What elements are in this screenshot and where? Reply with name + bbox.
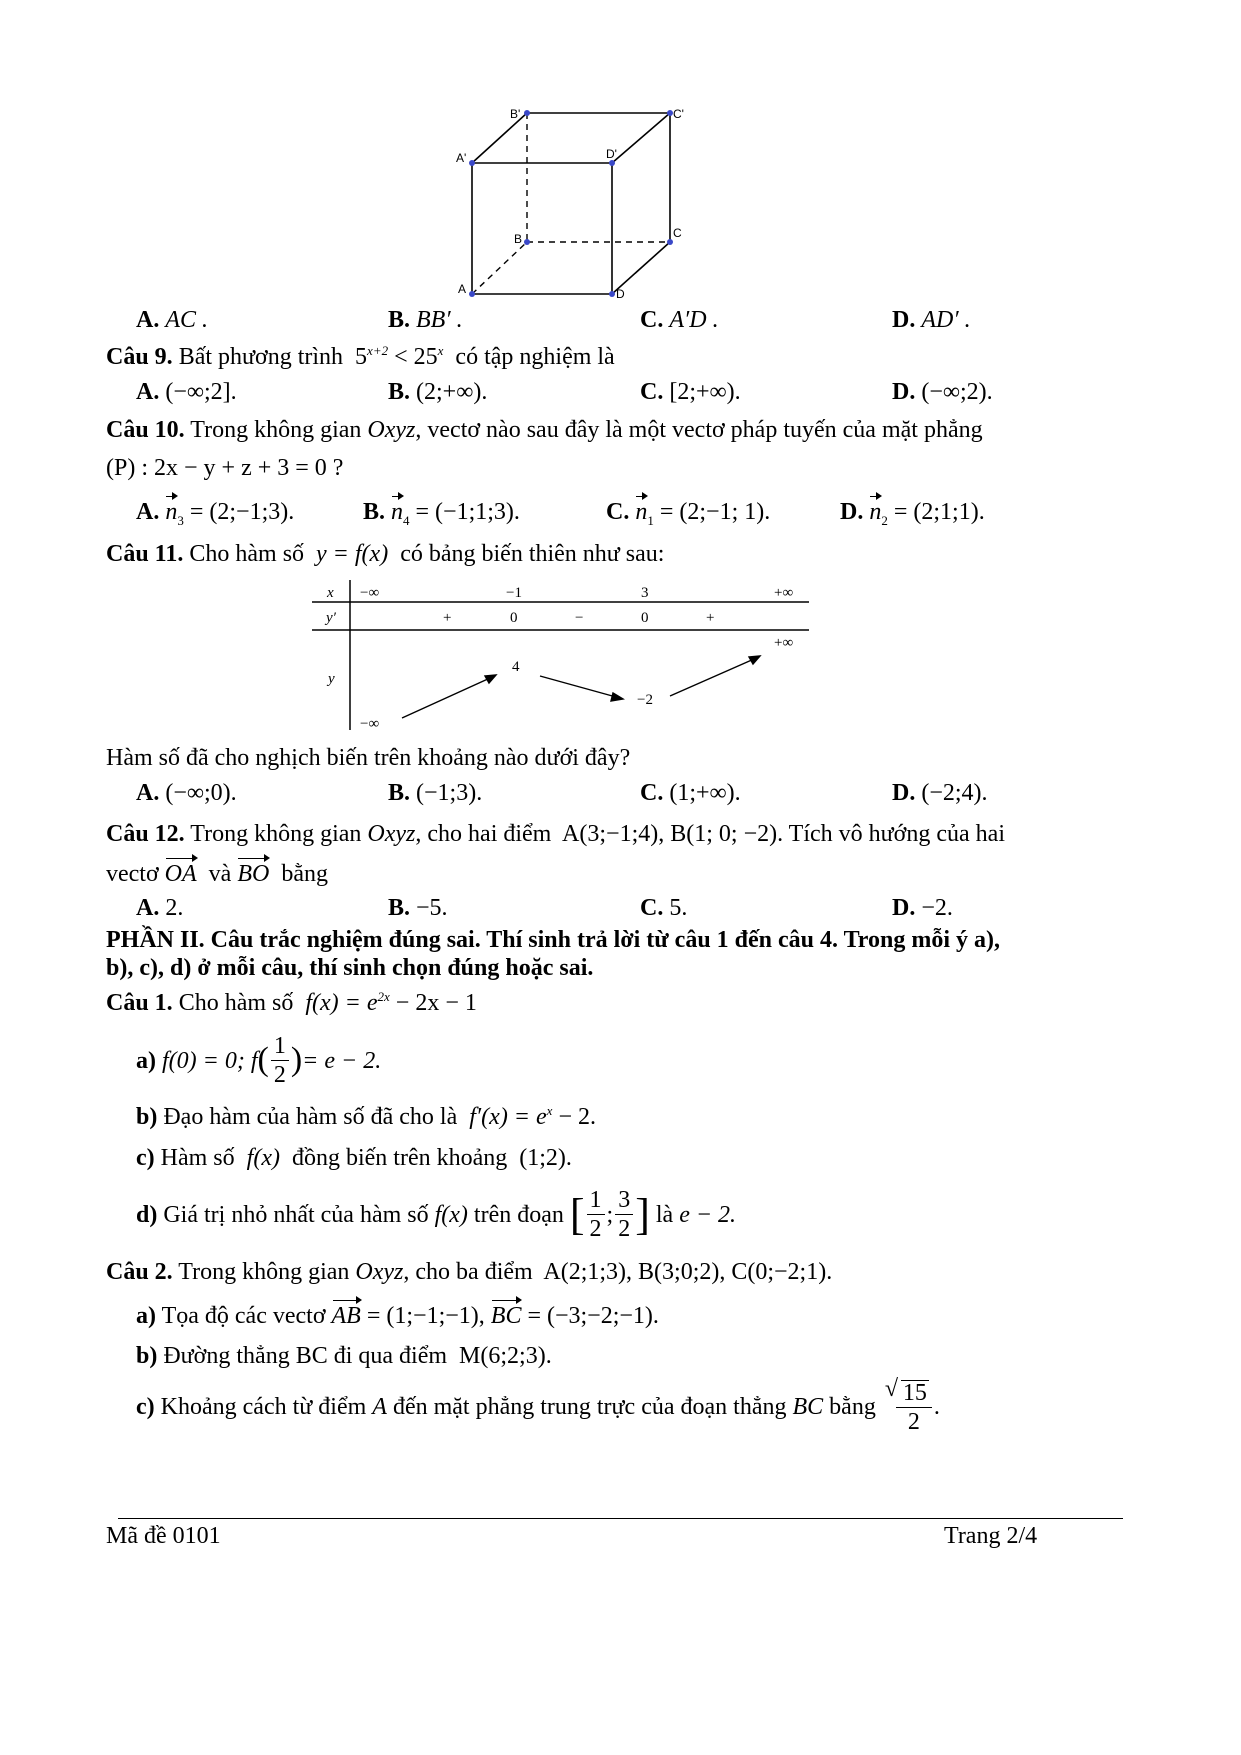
footer-page-number: Trang 2/4 <box>944 1523 1038 1549</box>
p2q1-a: a) f(0) = 0; f ( $\frac{1}{2}$ ) = e − 2. <box>136 1033 382 1088</box>
q9-option-a: A. (−∞;2]. <box>136 379 237 405</box>
q12-option-d: D. −2. <box>892 895 953 921</box>
footer-divider <box>118 1518 1123 1519</box>
q11-option-b: B. (−1;3). <box>388 780 483 806</box>
vt-yp-label: y′ <box>326 610 336 626</box>
q8-option-b: B. BB′ . <box>388 307 463 333</box>
q10-option-b: B. $n_4$ = (−1;1;3). <box>363 499 520 528</box>
p2q2-c: c) Khoảng cách từ điểm A đến mặt phẳng trung trực của đoạn thẳng BC bằng √ $\frac{15}{2}$ . <box>136 1380 940 1434</box>
q12-option-c: C. 5. <box>640 895 688 921</box>
vt-x-0: −∞ <box>360 585 380 601</box>
q10-stem-line1: Câu 10. Trong không gian Oxyz, vectơ nào sau đây là một vectơ pháp tuyến của mặt phẳng <box>106 417 983 443</box>
vt-y-3: −∞ <box>360 716 380 732</box>
vt-yp-2: − <box>575 610 584 626</box>
vt-y-1: 4 <box>512 659 520 675</box>
footer-exam-code: Mã đề 0101 <box>106 1523 221 1549</box>
cube-label-D: D <box>616 287 625 301</box>
vt-x-2: 3 <box>641 585 649 601</box>
q11-stem: Câu 11. Cho hàm số y = f(x) có bảng biến thiên như sau: <box>106 541 665 567</box>
q12-stem-line2: vectơ OA và BO bằng <box>106 861 328 887</box>
q9-option-c: C. [2;+∞). <box>640 379 741 405</box>
q10-option-c: C. $n_1$ = (2;−1; 1). <box>606 499 771 528</box>
vt-yp-3: 0 <box>641 610 649 626</box>
p2q1-d: d) Giá trị nhỏ nhất của hàm số f(x) trên đoạn [ $\frac{1}{2}$ ; $\frac{3}{2}$ ] là e − 2. <box>136 1187 737 1242</box>
vt-x-label: x <box>327 585 334 601</box>
cube-label-Ap: A' <box>456 151 467 165</box>
vt-y-label: y <box>328 671 335 687</box>
q10-option-d: D. $n_2$ = (2;1;1). <box>840 499 985 528</box>
q8-option-d: D. AD′ . <box>892 307 971 333</box>
cube-label-Cp: C' <box>673 107 684 121</box>
part2-heading-line1: PHẦN II. Câu trắc nghiệm đúng sai. Thí sinh trả lời từ câu 1 đến câu 4. Trong mỗi ý a), <box>106 927 1001 953</box>
q9-stem: Câu 9. Bất phương trình $5^{x+2} < 25^x$ có tập nghiệm là <box>106 343 615 370</box>
cube-label-A: A <box>458 282 467 296</box>
q11-option-d: D. (−2;4). <box>892 780 988 806</box>
p2q2-b: b) Đường thẳng BC đi qua điểm M(6;2;3). <box>136 1343 552 1369</box>
vt-yp-4: + <box>706 610 715 626</box>
q10-stem-line2: (P) : 2x − y + z + 3 = 0 ? <box>106 455 344 481</box>
vt-yp-1: 0 <box>510 610 518 626</box>
p2q1-b: b) Đạo hàm của hàm số đã cho là $f'(x) = e^x - 2$. <box>136 1103 596 1130</box>
vt-y-2: −2 <box>637 692 653 708</box>
cube-label-C: C <box>673 226 682 240</box>
part2-heading-line2: b), c), d) ở mỗi câu, thí sinh chọn đúng hoặc sai. <box>106 955 594 981</box>
q11-option-c: C. (1;+∞). <box>640 780 741 806</box>
q9-option-d: D. (−∞;2). <box>892 379 993 405</box>
variation-table <box>312 580 812 732</box>
vt-x-1: −1 <box>506 585 522 601</box>
cube-label-Bp: B' <box>510 107 521 121</box>
q9-option-b: B. (2;+∞). <box>388 379 488 405</box>
vt-yp-0: + <box>443 610 452 626</box>
q8-option-a: A. AC . <box>136 307 209 333</box>
vt-y-0: +∞ <box>774 635 794 651</box>
cube-label-B: B <box>514 232 523 246</box>
cube-label-Dp: D' <box>606 147 617 161</box>
vt-x-3: +∞ <box>774 585 794 601</box>
p2q1-stem: Câu 1. Cho hàm số $f(x) = e^{2x} - 2x - 1$ <box>106 989 477 1016</box>
p2q1-c: c) Hàm số f(x) đồng biến trên khoảng (1;2). <box>136 1145 572 1171</box>
q12-option-a: A. 2. <box>136 895 184 921</box>
q8-option-c: C. A′D . <box>640 307 719 333</box>
p2q2-a: a) Tọa độ các vectơ AB = (1;−1;−1), BC = (−3;−2;−1). <box>136 1303 659 1329</box>
q12-stem-line1: Câu 12. Trong không gian Oxyz, cho hai điểm A(3;−1;4), B(1; 0; −2). Tích vô hướng của hai <box>106 821 1005 847</box>
q10-option-a: A. $n_3$ = (2;−1;3). <box>136 499 295 528</box>
q11-question: Hàm số đã cho nghịch biến trên khoảng nào dưới đây? <box>106 745 631 771</box>
q12-option-b: B. −5. <box>388 895 448 921</box>
p2q2-stem: Câu 2. Trong không gian Oxyz, cho ba điểm A(2;1;3), B(3;0;2), C(0;−2;1). <box>106 1259 833 1285</box>
cube-figure <box>440 105 700 305</box>
q11-option-a: A. (−∞;0). <box>136 780 237 806</box>
